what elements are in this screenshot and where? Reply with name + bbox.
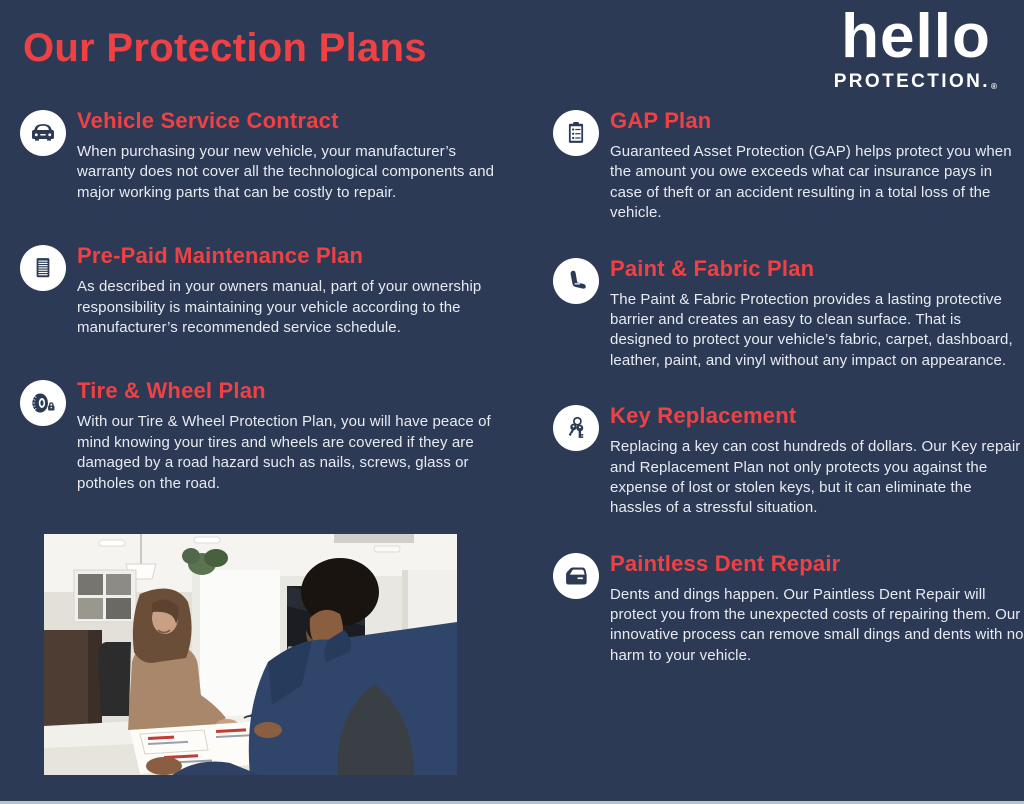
plan-gap bbox=[553, 108, 1024, 224]
plan-description: When purchasing your new vehicle, your manufacturer’s warranty does not cover all the technological components and major working parts that can be costly to repair. bbox=[77, 143, 495, 201]
car-door-icon bbox=[553, 553, 599, 599]
plan-title: GAP Plan bbox=[610, 108, 712, 133]
plan-title: Vehicle Service Contract bbox=[77, 108, 339, 133]
plan-body bbox=[599, 551, 1024, 667]
car-icon bbox=[20, 110, 66, 156]
right-column bbox=[512, 108, 1024, 804]
plan-description: Guaranteed Asset Protection (GAP) helps protect you when the amount you owe exceeds what car insurance pays in case of theft or an accident resulting in a total loss of the vehicle. bbox=[610, 143, 1012, 222]
registered-trademark-icon: ® bbox=[990, 82, 1000, 91]
owners-manual-icon bbox=[20, 245, 66, 291]
car-seat-icon bbox=[553, 258, 599, 304]
plan-description: The Paint & Fabric Protection provides a lasting protective barrier and creates an easy to clean surface. That is designed to protect your vehicle’s fabric, carpet, dashboard, leather, paint, and vinyl without any impact on appearance. bbox=[610, 290, 1013, 369]
plan-title: Paint & Fabric Plan bbox=[610, 255, 815, 281]
plan-title: Pre-Paid Maintenance Plan bbox=[77, 243, 364, 269]
plan-title: Key Replacement bbox=[610, 403, 797, 429]
content-columns bbox=[0, 108, 1024, 804]
plan-description: As described in your owners manual, part of your ownership responsibility is maintaining your vehicle according to the manufacturer’s recommended service schedule. bbox=[77, 278, 482, 336]
logo-subword: PROTECTION.® bbox=[833, 71, 1000, 92]
plan-vehicle-service-contract bbox=[20, 108, 512, 203]
plan-paintless-dent-repair bbox=[553, 551, 1024, 667]
clipboard-checklist-icon bbox=[553, 110, 599, 156]
keys-icon bbox=[553, 405, 599, 451]
plan-body bbox=[599, 108, 1024, 224]
plan-pre-paid-maintenance bbox=[20, 243, 512, 338]
plan-description: Replacing a key can cost hundreds of dollars. Our Key repair and Replacement Plan not only protects you against the expense of lost or stolen keys, but it can eliminate the hassles of a stressful situation. bbox=[610, 438, 1021, 517]
plan-body bbox=[599, 403, 1024, 519]
plan-body bbox=[599, 256, 1024, 372]
left-column bbox=[0, 108, 512, 804]
dealership-photo bbox=[44, 534, 457, 775]
plan-body bbox=[66, 108, 505, 203]
plan-description: With our Tire & Wheel Protection Plan, you will have peace of mind knowing your tires and wheels are covered if they are damaged by a road hazard such as nails, screws, glass or potholes on the road. bbox=[77, 413, 491, 492]
plan-body bbox=[66, 378, 505, 494]
logo-wordmark: hello bbox=[841, 2, 991, 71]
plan-body bbox=[66, 243, 505, 338]
plan-paint-fabric bbox=[553, 256, 1024, 372]
plan-description: Dents and dings happen. Our Paintless Dent Repair will protect you from the unexpected costs of repairing them. Our innovative process can remove small dings and dents with no harm to your vehicle. bbox=[610, 585, 1024, 664]
plan-title: Paintless Dent Repair bbox=[610, 550, 841, 576]
tire-icon bbox=[20, 380, 66, 426]
plan-title: Tire & Wheel Plan bbox=[77, 378, 266, 404]
hello-protection-logo bbox=[826, 2, 1006, 92]
page-title: Our Protection Plans bbox=[23, 26, 427, 70]
plan-tire-wheel bbox=[20, 378, 512, 494]
plan-key-replacement bbox=[553, 403, 1024, 519]
